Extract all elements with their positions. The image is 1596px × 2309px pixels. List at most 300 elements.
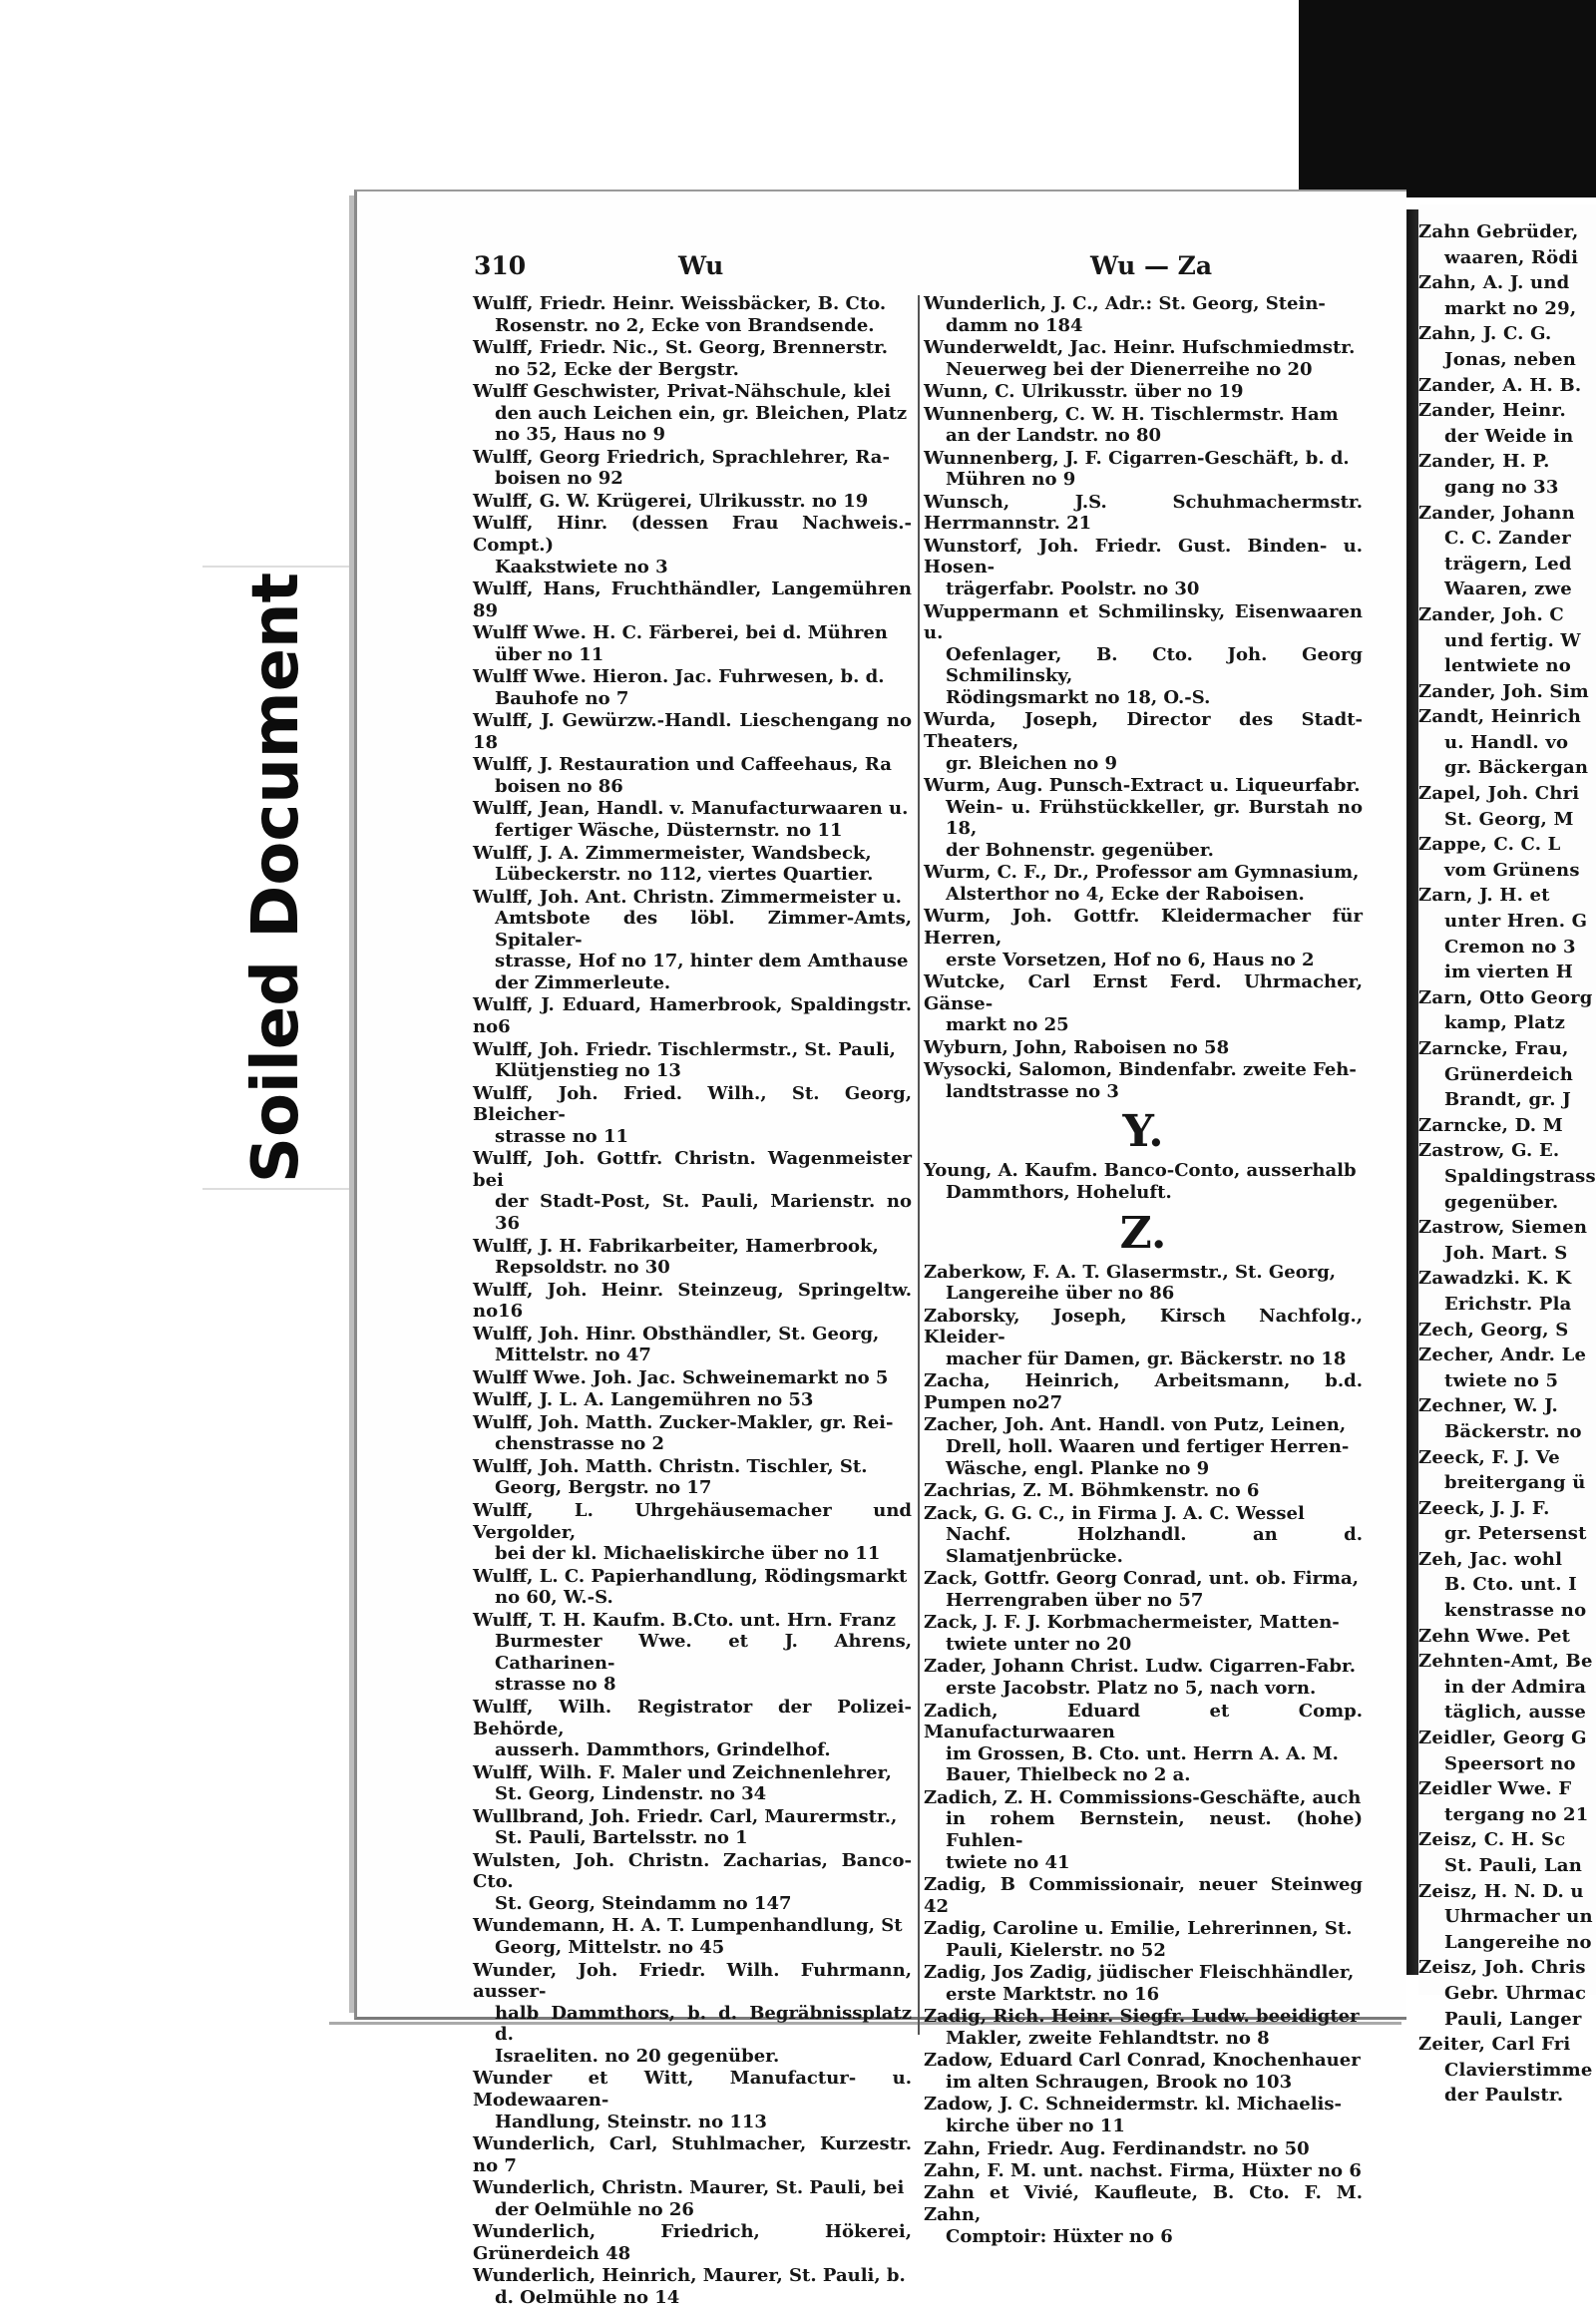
entry-name-line: Wulff, Wilh. Registrator der Polizei-Behörde,	[473, 1696, 912, 1739]
facing-page-line: Speersort no	[1444, 1752, 1576, 1774]
entry-name-line: Zadig, Jos Zadig, jüdischer Fleischhändler,	[924, 1962, 1355, 1984]
facing-page-line: Zahn Gebrüder,	[1418, 221, 1579, 242]
facing-page-line: Zeh, Jac. wohl	[1418, 1548, 1563, 1570]
directory-entry	[924, 709, 1363, 774]
facing-page-line: Bäckerstr. no	[1444, 1420, 1582, 1442]
entry-name-line: Wulff, Joh. Matth. Christn. Tischler, St.	[473, 1455, 868, 1477]
entry-name-line: Zadow, J. C. Schneidermstr. kl. Michaelis-	[924, 2094, 1343, 2116]
entry-continuation-line: Pauli, Kielerstr. no 52	[946, 1939, 1166, 1961]
directory-entry	[473, 1915, 912, 1958]
entry-name-line: Zaborsky, Joseph, Kirsch Nachfolg., Kleider-	[924, 1305, 1363, 1348]
running-head-left: Wu	[678, 251, 724, 280]
directory-entry	[924, 1059, 1363, 1102]
entry-continuation-line: Georg, Bergstr. no 17	[495, 1477, 712, 1499]
entry-name-line: Wulff, Joh. Heinr. Steinzeug, Springeltw. no16	[473, 1279, 912, 1323]
entry-continuation-line: Bauer, Thielbeck no 2 a.	[946, 1764, 1191, 1786]
directory-entry	[924, 2160, 1363, 2182]
directory-entry	[924, 862, 1363, 905]
facing-page-line: Zeeck, F. J. Ve	[1418, 1446, 1560, 1468]
directory-entry	[473, 1762, 912, 1805]
facing-page-line: Zander, A. H. B.	[1418, 374, 1582, 396]
directory-entry	[473, 1236, 912, 1279]
facing-page-line: Zecher, Andr. Le	[1418, 1345, 1587, 1366]
facing-page-line: Zarncke, Frau,	[1418, 1038, 1569, 1059]
running-head-right: Wu — Za	[1090, 251, 1213, 280]
entry-name-line: Zadich, Eduard et Comp. Manufacturwaaren	[924, 1700, 1363, 1743]
directory-entry	[924, 1918, 1363, 1961]
facing-page-line: Zahn, J. C. G.	[1418, 323, 1552, 345]
facing-page-line: Erichstr. Pla	[1444, 1293, 1572, 1315]
directory-entry	[924, 601, 1363, 709]
facing-page-line: trägern, Led	[1444, 553, 1572, 575]
entry-name-line: Wysocki, Salomon, Bindenfabr. zweite Feh-	[924, 1059, 1357, 1081]
entry-name-line: Wulff, Friedr. Heinr. Weissbäcker, B. Cto.	[473, 293, 887, 314]
entry-name-line: Wunderlich, Friedrich, Hökerei, Grünerdeich 48	[473, 2221, 912, 2264]
directory-entry	[924, 1874, 1363, 1917]
directory-entry	[473, 491, 912, 513]
directory-entry	[473, 513, 912, 577]
entry-continuation-line: Rosenstr. no 2, Ecke von Brandsende.	[495, 314, 875, 336]
facing-page-line: der Paulstr.	[1444, 2085, 1564, 2107]
directory-entry	[473, 1148, 912, 1234]
directory-entry	[924, 2006, 1363, 2049]
facing-page-line: Joh. Mart. S	[1444, 1242, 1568, 1264]
directory-entry	[924, 381, 1363, 403]
directory-entry	[473, 1280, 912, 1323]
facing-page-line: vom Grünens	[1444, 859, 1580, 881]
directory-entry	[473, 666, 912, 709]
directory-entry	[924, 293, 1363, 336]
entry-name-line: Zader, Johann Christ. Ludw. Cigarren-Fabr.	[924, 1656, 1357, 1678]
entry-name-line: Wunder et Witt, Manufactur- u. Modewaaren-	[473, 2068, 912, 2111]
facing-page-line: täglich, ausse	[1444, 1702, 1587, 1724]
right-column	[924, 293, 1363, 2248]
facing-page-line: Zehnten-Amt, Be	[1418, 1651, 1593, 1673]
directory-entry	[924, 404, 1363, 447]
entry-name-line: Wurm, C. F., Dr., Professor am Gymnasium,	[924, 862, 1360, 884]
facing-page-line: tergang no 21	[1444, 1803, 1589, 1825]
entry-name-line: Wulff, Hans, Fruchthändler, Langemühren 89	[473, 578, 912, 621]
facing-page-line: Brandt, gr. J	[1444, 1089, 1571, 1111]
entry-name-line: Zachrias, Z. M. Böhmkenstr. no 6	[924, 1480, 1260, 1502]
directory-entry	[473, 1456, 912, 1499]
directory-entry	[473, 1500, 912, 1565]
entry-continuation-line: erste Marktstr. no 16	[946, 1983, 1160, 2005]
entry-name-line: Wunstorf, Joh. Friedr. Gust. Binden- u. Hosen-	[924, 535, 1363, 578]
directory-entry	[473, 887, 912, 994]
directory-entry	[473, 1367, 912, 1389]
entry-name-line: Wunnenberg, J. F. Cigarren-Geschäft, b. d.	[924, 447, 1350, 469]
directory-entry	[473, 622, 912, 665]
facing-page-line: Grünerdeich	[1444, 1063, 1574, 1085]
directory-entry	[473, 1039, 912, 1082]
entry-continuation-line: Comptoir: Hüxter no 6	[946, 2225, 1173, 2247]
facing-page-line: Zeidler Wwe. F	[1418, 1778, 1572, 1800]
facing-page-line: Zandt, Heinrich	[1418, 706, 1582, 728]
facing-page-line: Zeisz, Joh. Chris	[1418, 1957, 1586, 1979]
directory-entry	[924, 1370, 1363, 1413]
directory-entry	[924, 1414, 1363, 1479]
entry-name-line: Wunnenberg, C. W. H. Tischlermstr. Ham	[924, 403, 1339, 425]
entry-name-line: Zack, Gottfr. Georg Conrad, unt. ob. Firma,	[924, 1568, 1359, 1590]
entry-name-line: Wulff, Joh. Ant. Christn. Zimmermeister u.	[473, 886, 902, 908]
entry-continuation-line: chenstrasse no 2	[495, 1433, 665, 1455]
facing-page-line: C. C. Zander	[1444, 528, 1571, 550]
entry-name-line: Wundemann, H. A. T. Lumpenhandlung, St	[473, 1915, 903, 1937]
entry-continuation-line: im Grossen, B. Cto. unt. Herrn A. A. M.	[946, 1742, 1339, 1764]
section-letter-y: Y.	[1122, 1106, 1164, 1158]
entry-continuation-line: landtstrasse no 3	[946, 1080, 1119, 1102]
entry-name-line: Wulff, Joh. Gottfr. Christn. Wagenmeister bei	[473, 1148, 912, 1191]
entry-name-line: Wulff, L. Uhrgehäusemacher und Vergolder,	[473, 1499, 912, 1543]
facing-page-line: Zarn, Otto Georg	[1418, 986, 1593, 1008]
entry-name-line: Wulff, T. H. Kaufm. B.Cto. unt. Hrn. Franz	[473, 1609, 896, 1631]
directory-entry	[473, 1960, 912, 2068]
entry-continuation-line: boisen no 86	[495, 775, 623, 797]
facing-page-line: in der Admira	[1444, 1676, 1587, 1698]
entry-name-line: Wunder, Joh. Friedr. Wilh. Fuhrmann, ausser-	[473, 1959, 912, 2003]
entry-name-line: Wutcke, Carl Ernst Ferd. Uhrmacher, Gänse-	[924, 971, 1363, 1014]
directory-entry	[924, 1701, 1363, 1786]
facing-page-line: Clavierstimme	[1444, 2059, 1593, 2081]
entry-continuation-line: Bauhofe no 7	[495, 687, 629, 709]
facing-page-line: Zapel, Joh. Chri	[1418, 783, 1580, 805]
entry-name-line: Wulff, G. W. Krügerei, Ulrikusstr. no 19	[473, 490, 869, 512]
entry-continuation-line: den auch Leichen ein, gr. Bleichen, Platz	[495, 402, 908, 424]
entry-name-line: Wulff Wwe. Joh. Jac. Schweinemarkt no 5	[473, 1366, 889, 1388]
facing-page-line: Zechner, W. J.	[1418, 1395, 1559, 1417]
entry-name-line: Zacha, Heinrich, Arbeitsmann, b.d. Pumpen no27	[924, 1370, 1363, 1413]
directory-entry	[924, 1612, 1363, 1655]
directory-entry	[924, 775, 1363, 861]
facing-page-line: gr. Bäckergan	[1444, 757, 1589, 779]
entry-name-line: Zack, G. G. C., in Firma J. A. C. Wessel	[924, 1502, 1305, 1524]
entry-name-line: Wulff, J. A. Zimmermeister, Wandsbeck,	[473, 842, 872, 864]
facing-page-line: twiete no 5	[1444, 1369, 1559, 1391]
entry-continuation-line: erste Vorsetzen, Hof no 6, Haus no 2	[946, 949, 1315, 970]
directory-entry	[473, 293, 912, 336]
entry-name-line: Wyburn, John, Raboisen no 58	[924, 1036, 1230, 1058]
directory-entry	[473, 578, 912, 621]
entry-continuation-line: Georg, Mittelstr. no 45	[495, 1937, 725, 1959]
directory-entry	[473, 1389, 912, 1411]
directory-entry	[473, 1697, 912, 1761]
directory-entry	[473, 2221, 912, 2264]
entry-name-line: Young, A. Kaufm. Banco-Conto, ausserhalb	[924, 1160, 1357, 1182]
entry-name-line: Wulff, Joh. Hinr. Obsthändler, St. Georg,	[473, 1323, 880, 1345]
entry-name-line: Wulff, J. Restauration und Caffeehaus, Ra	[473, 754, 892, 776]
facing-page-line: Spaldingstrass	[1444, 1165, 1596, 1187]
facing-page-line: Pauli, Langer	[1444, 2008, 1582, 2030]
directory-entry	[473, 1324, 912, 1366]
entry-name-line: Wulff, Joh. Matth. Zucker-Makler, gr. Rei-	[473, 1411, 894, 1433]
entry-continuation-line: Handlung, Steinstr. no 113	[495, 2111, 767, 2132]
directory-entry	[473, 710, 912, 753]
entry-name-line: Wullbrand, Joh. Friedr. Carl, Maurermstr.,	[473, 1805, 898, 1827]
directory-entry	[924, 1037, 1363, 1059]
entry-continuation-line: im alten Schraugen, Brook no 103	[946, 2071, 1293, 2093]
entry-continuation-line: St. Pauli, Bartelsstr. no 1	[495, 1827, 748, 1849]
directory-entry	[473, 447, 912, 490]
entry-continuation-line: no 35, Haus no 9	[495, 424, 665, 446]
entry-continuation-line: gr. Bleichen no 9	[946, 752, 1118, 774]
entries-y	[924, 1160, 1363, 1203]
entry-name-line: Wurda, Joseph, Director des Stadt-Theaters,	[924, 709, 1363, 752]
directory-entry	[473, 1850, 912, 1915]
facing-page-line: Zander, Joh. Sim	[1418, 680, 1589, 702]
entry-continuation-line: St. Georg, Lindenstr. no 34	[495, 1783, 767, 1805]
facing-page-line: Zander, Heinr.	[1418, 400, 1566, 422]
directory-entry	[473, 843, 912, 886]
entry-name-line: Wulff, J. Gewürzw.-Handl. Lieschengang no 18	[473, 710, 912, 753]
entry-continuation-line: Oefenlager, B. Cto. Joh. Georg Schmilinsky,	[946, 643, 1363, 687]
directory-entry	[473, 1806, 912, 1849]
facing-page-line: Zastrow, Siemen	[1418, 1217, 1588, 1239]
entry-name-line: Wulff, J. Eduard, Hamerbrook, Spaldingstr. no6	[473, 994, 912, 1038]
entry-continuation-line: ausserh. Dammthors, Grindelhof.	[495, 1739, 831, 1761]
entry-name-line: Zadow, Eduard Carl Conrad, Knochenhauer	[924, 2050, 1361, 2072]
facing-page-line: St. Pauli, Lan	[1444, 1855, 1583, 1876]
entry-continuation-line: Lübeckerstr. no 112, viertes Quartier.	[495, 864, 874, 886]
background-dark-strip	[1265, 0, 1596, 197]
directory-entry	[473, 1412, 912, 1455]
facing-page-line: im vierten H	[1444, 962, 1573, 983]
entries-w	[924, 293, 1363, 1102]
facing-page-line: Zahn, A. J. und	[1418, 272, 1570, 294]
directory-entry	[473, 2177, 912, 2220]
entry-name-line: Wunsch, J.S. Schuhmachermstr. Herrmannstr. 21	[924, 491, 1363, 535]
directory-entry	[924, 1962, 1363, 2005]
section-letter-z: Z.	[1119, 1207, 1167, 1259]
facing-page-line: der Weide in	[1444, 425, 1574, 447]
entry-continuation-line: St. Georg, Steindamm no 147	[495, 1892, 792, 1914]
facing-page-line: Zappe, C. C. L	[1418, 834, 1561, 856]
entry-name-line: Wulff Wwe. Hieron. Jac. Fuhrwesen, b. d.	[473, 666, 885, 688]
entry-continuation-line: Makler, zweite Fehlandtstr. no 8	[946, 2027, 1270, 2049]
directory-entry	[924, 2182, 1363, 2247]
entry-continuation-line: Langereihe über no 86	[946, 1283, 1175, 1305]
entry-continuation-line: markt no 25	[946, 1014, 1069, 1036]
soiled-document-label	[202, 566, 349, 1190]
entry-name-line: Wulff, Joh. Friedr. Tischlermstr., St. Pauli,	[473, 1038, 896, 1060]
facing-page-line: und fertig. W	[1444, 629, 1581, 651]
entry-name-line: Wulff, Georg Friedrich, Sprachlehrer, Ra-	[473, 446, 890, 468]
facing-page-line: Uhrmacher un	[1444, 1906, 1593, 1928]
facing-page-line: gr. Petersenst	[1444, 1523, 1587, 1545]
entry-continuation-line: Repsoldstr. no 30	[495, 1257, 670, 1279]
directory-entry	[473, 1566, 912, 1609]
directory-entry	[473, 754, 912, 797]
entry-name-line: Wuppermann et Schmilinsky, Eisenwaaren u.	[924, 600, 1363, 644]
entry-name-line: Wulff, Jean, Handl. v. Manufacturwaaren u.	[473, 798, 909, 820]
entry-name-line: Zack, J. F. J. Korbmachermeister, Matten-	[924, 1612, 1340, 1634]
entry-continuation-line: Alsterthor no 4, Ecke der Raboisen.	[946, 883, 1305, 905]
entry-continuation-line: bei der kl. Michaeliskirche über no 11	[495, 1543, 881, 1565]
entry-continuation-line: Mittelstr. no 47	[495, 1345, 651, 1366]
facing-page-line: waaren, Rödi	[1444, 246, 1579, 268]
entry-continuation-line: boisen no 92	[495, 468, 623, 490]
facing-page-line: Waaren, zwe	[1444, 578, 1572, 600]
entry-name-line: Zadig, B Commissionair, neuer Steinweg 42	[924, 1874, 1363, 1917]
facing-page-line: Jonas, neben	[1444, 348, 1577, 370]
entry-name-line: Wulff Wwe. H. C. Färberei, bei d. Mühren	[473, 622, 888, 644]
directory-entry	[924, 337, 1363, 380]
directory-entry	[924, 2138, 1363, 2160]
directory-entry	[924, 1160, 1363, 1203]
entry-name-line: Zadich, Z. H. Commissions-Geschäfte, auch	[924, 1786, 1362, 1808]
entry-continuation-line: der Zimmerleute.	[495, 971, 671, 993]
directory-entry	[924, 1787, 1363, 1873]
directory-entry	[924, 536, 1363, 600]
soiled-document-text: Soiled Document	[238, 572, 313, 1184]
entry-name-line: Wulsten, Joh. Christn. Zacharias, Banco-Cto.	[473, 1849, 912, 1893]
directory-entry	[473, 994, 912, 1037]
entry-name-line: Wulff Geschwister, Privat-Nähschule, klei	[473, 381, 892, 403]
directory-entry	[473, 337, 912, 380]
entry-name-line: Wulff, L. C. Papierhandlung, Rödingsmarkt	[473, 1565, 908, 1587]
facing-page-line: u. Handl. vo	[1444, 731, 1569, 753]
directory-entry	[924, 1306, 1363, 1370]
entry-continuation-line: strasse no 11	[495, 1125, 628, 1147]
entry-continuation-line: Rödingsmarkt no 18, O.-S.	[946, 686, 1211, 708]
entry-continuation-line: der Stadt-Post, St. Pauli, Marienstr. no 36	[495, 1191, 912, 1235]
facing-page-line: St. Georg, M	[1444, 808, 1574, 830]
directory-entry	[924, 1656, 1363, 1699]
entry-name-line: Zadig, Caroline u. Emilie, Lehrerinnen, St.	[924, 1918, 1353, 1940]
entry-name-line: Wunn, C. Ulrikusstr. über no 19	[924, 381, 1244, 403]
facing-page-line: Zander, H. P.	[1418, 451, 1550, 473]
facing-page-line: Zander, Johann	[1418, 502, 1575, 524]
entry-continuation-line: Klütjenstieg no 13	[495, 1060, 681, 1082]
facing-page-line: markt no 29,	[1444, 297, 1577, 319]
entry-continuation-line: fertiger Wäsche, Düsternstr. no 11	[495, 820, 843, 842]
directory-entry	[473, 2068, 912, 2132]
entry-continuation-line: Israeliten. no 20 gegenüber.	[495, 2045, 780, 2067]
entry-name-line: Wurm, Aug. Punsch-Extract u. Liqueurfabr.	[924, 775, 1361, 797]
entry-name-line: Wulff, J. L. A. Langemühren no 53	[473, 1389, 814, 1411]
entry-name-line: Zaberkow, F. A. T. Glasermstr., St. Georg,	[924, 1261, 1337, 1283]
facing-page-line: Zech, Georg, S	[1418, 1319, 1569, 1341]
entry-continuation-line: Amtsbote des löbl. Zimmer-Amts, Spitaler-	[495, 908, 912, 951]
entry-continuation-line: d. Oelmühle no 14	[495, 2286, 680, 2308]
entry-name-line: Wurm, Joh. Gottfr. Kleidermacher für Herren,	[924, 906, 1363, 950]
entry-continuation-line: Mühren no 9	[946, 469, 1076, 491]
facing-page-line: Zander, Joh. C	[1418, 603, 1564, 625]
directory-entry	[473, 798, 912, 841]
entry-name-line: Wulff, Wilh. F. Maler und Zeichnenlehrer,	[473, 1761, 892, 1783]
entry-name-line: Zacher, Joh. Ant. Handl. von Putz, Leinen,	[924, 1414, 1347, 1436]
entries-z	[924, 1262, 1363, 2248]
column-divider	[918, 295, 920, 2035]
entry-continuation-line: über no 11	[495, 643, 604, 665]
entry-name-line: Wulff, Hinr. (dessen Frau Nachweis.-Compt.)	[473, 513, 912, 556]
facing-page-line: lentwiete no	[1444, 655, 1572, 677]
directory-entry	[924, 492, 1363, 535]
entry-continuation-line: no 60, W.-S.	[495, 1587, 613, 1609]
entry-continuation-line: no 52, Ecke der Bergstr.	[495, 358, 739, 380]
facing-page-line: Zeisz, H. N. D. u	[1418, 1880, 1584, 1902]
directory-entry	[473, 381, 912, 446]
entry-continuation-line: damm no 184	[946, 314, 1083, 336]
facing-page-line: Cremon no 3	[1444, 936, 1576, 958]
facing-page-line: gang no 33	[1444, 476, 1559, 498]
entry-name-line: Wunderlich, Heinrich, Maurer, St. Pauli, b.	[473, 2265, 906, 2287]
entry-continuation-line: kirche über no 11	[946, 2116, 1125, 2137]
directory-entry	[924, 1568, 1363, 1611]
entry-continuation-line: Burmester Wwe. et J. Ahrens, Catharinen-	[495, 1631, 912, 1674]
facing-page-line: Zeidler, Georg G	[1418, 1728, 1587, 1749]
entry-continuation-line: strasse, Hof no 17, hinter dem Amthause	[495, 951, 909, 972]
entry-name-line: Wulff, Joh. Fried. Wilh., St. Georg, Bleicher-	[473, 1082, 912, 1126]
entry-continuation-line: halb Dammthors, b. d. Begräbnissplatz d.	[495, 2002, 912, 2046]
facing-page-fragment	[1418, 204, 1596, 2107]
entry-name-line: Wunderlich, J. C., Adr.: St. Georg, Stein-	[924, 293, 1326, 314]
page-number: 310	[474, 251, 527, 280]
entry-name-line: Wunderweldt, Jac. Heinr. Hufschmiedmstr.	[924, 337, 1356, 359]
directory-entry	[924, 906, 1363, 970]
directory-entry	[924, 1503, 1363, 1568]
entry-name-line: Zadig, Rich. Heinr. Siegfr. Ludw. beeidigter	[924, 2006, 1360, 2028]
facing-page-line: gegenüber.	[1444, 1191, 1559, 1213]
directory-entry	[924, 448, 1363, 491]
facing-page-line: Gebr. Uhrmac	[1444, 1982, 1587, 2004]
entry-continuation-line: an der Landstr. no 80	[946, 425, 1162, 447]
entry-continuation-line: strasse no 8	[495, 1674, 616, 1696]
entry-name-line: Wunderlich, Christn. Maurer, St. Pauli, bei	[473, 2177, 905, 2199]
entry-continuation-line: Neuerweg bei der Dienerreihe no 20	[946, 358, 1313, 380]
directory-entry	[473, 2133, 912, 2176]
facing-page-line: kenstrasse no	[1444, 1600, 1587, 1622]
entry-name-line: Zahn et Vivié, Kaufleute, B. Cto. F. M. Zahn,	[924, 2182, 1363, 2226]
directory-entry	[924, 2050, 1363, 2093]
left-column	[473, 293, 912, 2309]
entry-continuation-line: twiete no 41	[946, 1851, 1070, 1873]
entry-continuation-line: Wäsche, engl. Planke no 9	[946, 1457, 1210, 1479]
facing-page-line: Zehn Wwe. Pet	[1418, 1625, 1571, 1647]
directory-entry	[473, 1610, 912, 1696]
facing-page-line: breitergang ü	[1444, 1472, 1586, 1494]
entry-name-line: Wunderlich, Carl, Stuhlmacher, Kurzestr. no 7	[473, 2133, 912, 2176]
entry-continuation-line: erste Jacobstr. Platz no 5, nach vorn.	[946, 1678, 1317, 1700]
entry-continuation-line: der Oelmühle no 26	[495, 2198, 694, 2220]
entry-continuation-line: twiete unter no 20	[946, 1633, 1132, 1655]
facing-page-line: Zawadzki. K. K	[1418, 1268, 1572, 1290]
directory-entry	[473, 1083, 912, 1148]
entry-name-line: Zahn, Friedr. Aug. Ferdinandstr. no 50	[924, 2137, 1310, 2159]
entry-continuation-line: in rohem Bernstein, neust. (hohe) Fuhlen-	[946, 1808, 1363, 1851]
entry-continuation-line: Kaakstwiete no 3	[495, 556, 668, 577]
entry-continuation-line: macher für Damen, gr. Bäckerstr. no 18	[946, 1347, 1347, 1369]
facing-page-line: unter Hren. G	[1444, 911, 1588, 933]
facing-page-line: Zastrow, G. E.	[1418, 1140, 1560, 1162]
entry-continuation-line: Herrengraben über no 57	[946, 1589, 1204, 1611]
entry-continuation-line: Wein- u. Frühstückkeller, gr. Burstah no 18,	[946, 796, 1363, 840]
entry-continuation-line: der Bohnenstr. gegenüber.	[946, 839, 1214, 861]
entry-continuation-line: Drell, holl. Waaren und fertiger Herren-	[946, 1436, 1350, 1458]
directory-entry	[924, 971, 1363, 1036]
entry-name-line: Zahn, F. M. unt. nachst. Firma, Hüxter no 6	[924, 2160, 1362, 2181]
directory-entry	[924, 2094, 1363, 2136]
facing-page-line: Zeiter, Carl Fri	[1418, 2034, 1571, 2056]
entry-name-line: Wulff, J. H. Fabrikarbeiter, Hamerbrook,	[473, 1235, 879, 1257]
facing-page-line: Zarncke, D. M	[1418, 1114, 1563, 1136]
facing-page-line: Zeeck, J. J. F.	[1418, 1497, 1550, 1519]
facing-page-line: Langereihe no	[1444, 1931, 1592, 1953]
entry-continuation-line: trägerfabr. Poolstr. no 30	[946, 578, 1200, 600]
directory-entry	[924, 1262, 1363, 1305]
entry-continuation-line: Nachf. Holzhandl. an d. Slamatjenbrücke.	[946, 1524, 1363, 1567]
directory-entry	[924, 1480, 1363, 1502]
